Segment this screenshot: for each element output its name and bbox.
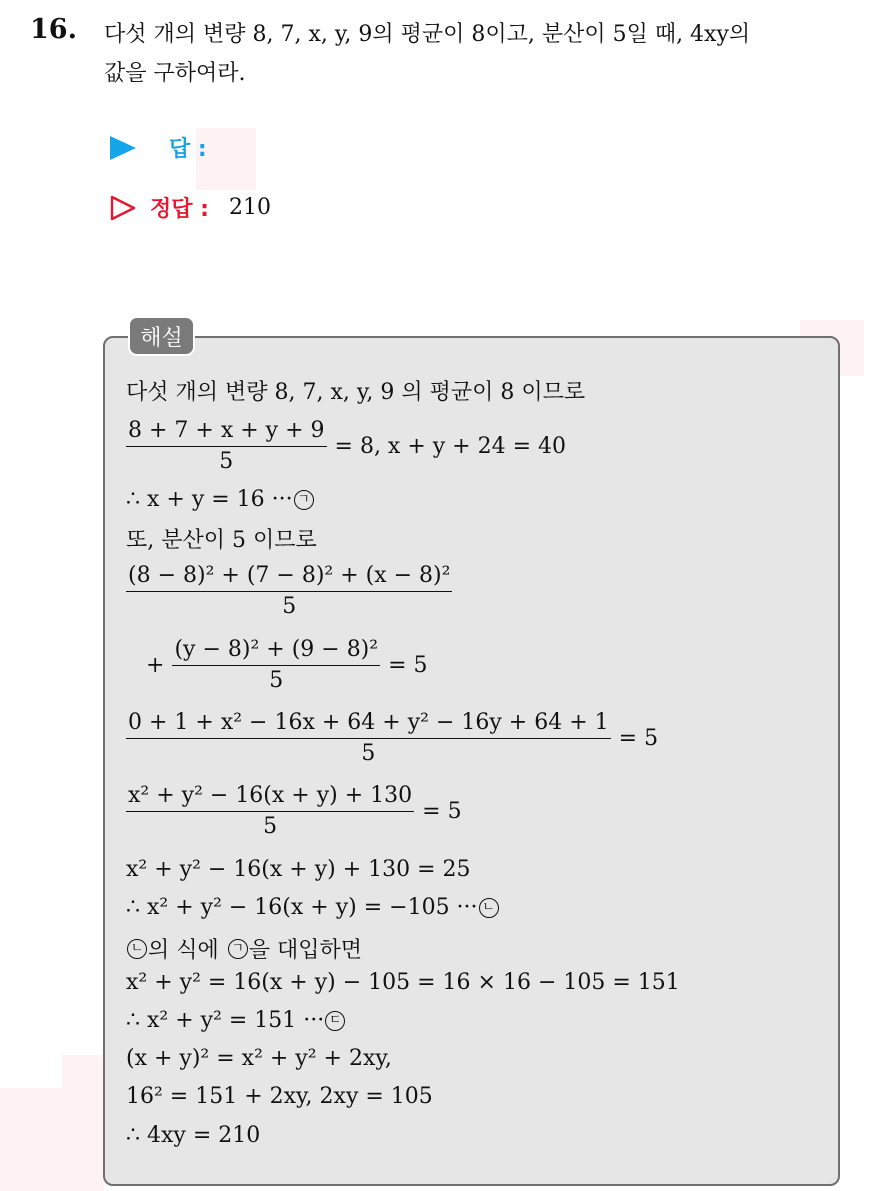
solution-text: ∴ x² + y² = 151 ··· bbox=[126, 1008, 325, 1033]
question-text-line2: 값을 구하여라. bbox=[104, 61, 246, 86]
solution-text: 또, 분산이 5 이므로 bbox=[126, 528, 317, 553]
bg-artifact bbox=[0, 1088, 104, 1191]
solution-line bbox=[126, 895, 500, 920]
fraction bbox=[126, 783, 414, 839]
solution-fraction-line bbox=[126, 418, 566, 474]
fraction-denominator: 5 bbox=[282, 594, 297, 619]
fraction-denominator: 5 bbox=[361, 741, 376, 766]
solution-text: x² + y² = 16(x + y) − 105 = 16 × 16 − 105 = 151 bbox=[126, 970, 680, 995]
solution-line bbox=[126, 1008, 346, 1033]
solution-text: = 5 bbox=[422, 798, 462, 824]
solution-line bbox=[126, 933, 362, 964]
solution-line bbox=[126, 523, 317, 554]
fraction-numerator: 8 + 7 + x + y + 9 bbox=[126, 418, 327, 447]
fraction-denominator: 5 bbox=[263, 814, 278, 839]
fraction-numerator: (8 − 8)² + (7 − 8)² + (x − 8)² bbox=[126, 563, 452, 592]
question-number: 16. bbox=[30, 14, 77, 45]
fraction-numerator: x² + y² − 16(x + y) + 130 bbox=[126, 783, 414, 812]
solution-fraction-line bbox=[126, 783, 462, 839]
play-triangle-icon bbox=[110, 136, 136, 160]
solution-tag: 해설 bbox=[128, 316, 195, 356]
fraction-numerator: 0 + 1 + x² − 16x + 64 + y² − 16y + 64 + 1 bbox=[126, 710, 611, 739]
solution-fraction-line bbox=[126, 563, 452, 619]
fraction bbox=[126, 710, 611, 766]
fraction-denominator: 5 bbox=[269, 668, 284, 693]
bg-artifact bbox=[62, 1055, 104, 1089]
solution-text: 의 식에 bbox=[148, 938, 219, 963]
answer-label: 답 : bbox=[169, 137, 207, 162]
circled-digeut-mark: ㄷ bbox=[325, 1011, 345, 1031]
circled-nieun-mark: ㄴ bbox=[479, 898, 499, 918]
correct-answer-value: 210 bbox=[228, 195, 271, 220]
circled-nieun-mark: ㄴ bbox=[127, 939, 147, 959]
solution-text: ∴ 4xy = 210 bbox=[126, 1123, 261, 1148]
correct-answer-row bbox=[110, 192, 271, 223]
solution-text: = 5 bbox=[618, 725, 659, 751]
solution-text: ∴ x² + y² − 16(x + y) = −105 ··· bbox=[126, 895, 478, 920]
circled-giyeok-mark: ㄱ bbox=[228, 939, 248, 959]
solution-text: (x + y)² = x² + y² + 2xy, bbox=[126, 1046, 392, 1071]
solution-text: + bbox=[146, 652, 165, 678]
solution-text: = 8, x + y + 24 = 40 bbox=[334, 433, 567, 459]
solution-line bbox=[126, 970, 680, 995]
solution-text: ∴ x + y = 16 ··· bbox=[126, 487, 293, 512]
solution-text: x² + y² − 16(x + y) + 130 = 25 bbox=[126, 857, 471, 882]
solution-line bbox=[126, 1084, 433, 1109]
answer-row bbox=[110, 132, 227, 163]
solution-text: 다섯 개의 변량 8, 7, x, y, 9 의 평균이 8 이므로 bbox=[126, 380, 586, 405]
solution-text: 을 대입하면 bbox=[248, 938, 363, 963]
solution-line bbox=[126, 487, 315, 512]
solution-text: = 5 bbox=[388, 652, 428, 678]
solution-fraction-line bbox=[146, 637, 428, 693]
solution-line bbox=[126, 857, 471, 882]
fraction bbox=[126, 563, 452, 619]
correct-answer-label: 정답 : bbox=[150, 197, 209, 222]
solution-line bbox=[126, 1046, 392, 1071]
outline-triangle-icon bbox=[110, 195, 136, 221]
solution-line bbox=[126, 375, 585, 406]
fraction-numerator: (y − 8)² + (9 − 8)² bbox=[172, 637, 380, 666]
fraction bbox=[126, 418, 327, 474]
solution-text: 16² = 151 + 2xy, 2xy = 105 bbox=[126, 1084, 433, 1109]
circled-giyeok-mark: ㄱ bbox=[294, 490, 314, 510]
solution-line bbox=[126, 1123, 260, 1148]
fraction-denominator: 5 bbox=[219, 449, 234, 474]
fraction bbox=[172, 637, 380, 693]
question-text-line1: 다섯 개의 변량 8, 7, x, y, 9의 평균이 8이고, 분산이 5일 때, 4xy의 bbox=[104, 22, 751, 47]
solution-fraction-line bbox=[126, 710, 658, 766]
